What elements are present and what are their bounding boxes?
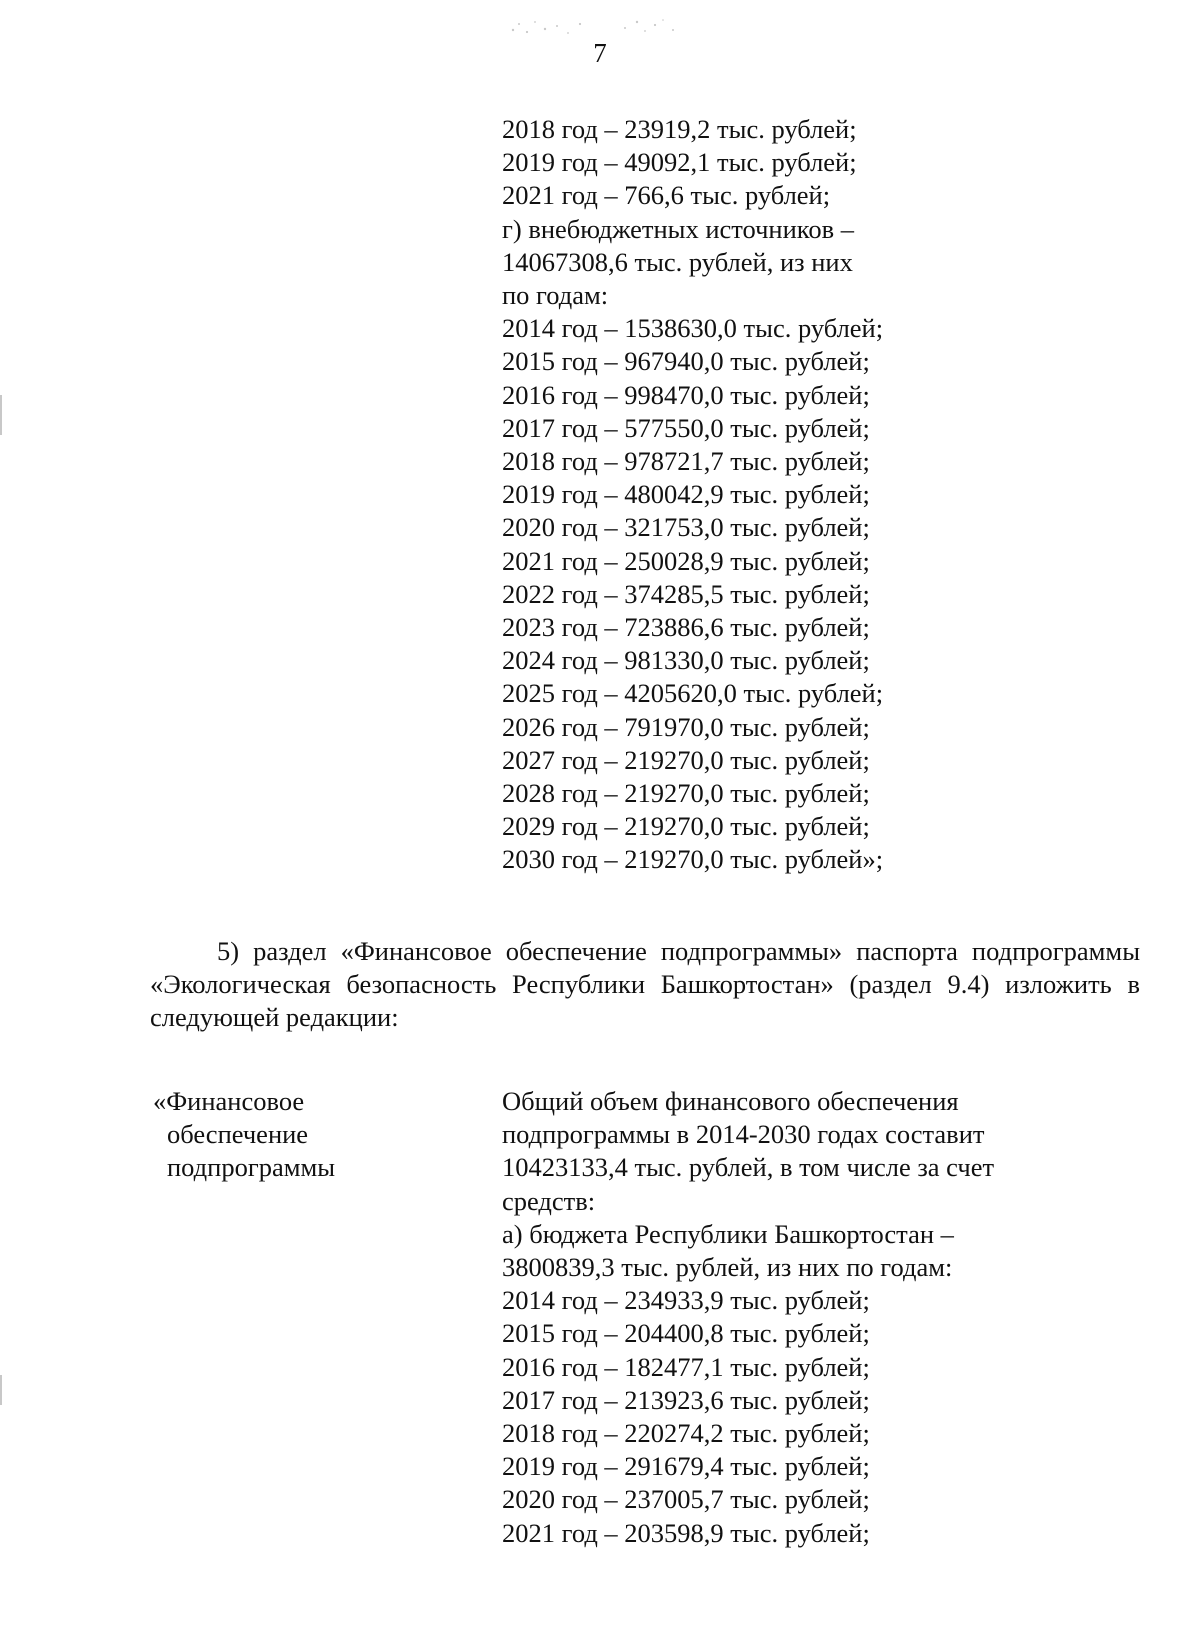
text-line: 2018 год – 220274,2 тыс. рублей; xyxy=(502,1418,870,1449)
page-number: 7 xyxy=(593,38,607,68)
text-line: 2025 год – 4205620,0 тыс. рублей; xyxy=(502,678,884,709)
text-line: 2017 год – 577550,0 тыс. рублей; xyxy=(502,412,870,443)
text-line: подпрограммы в 2014-2030 годах составит xyxy=(502,1119,985,1150)
row-heading-line: «Финансовое xyxy=(153,1086,305,1116)
text-line: 2021 год – 203598,9 тыс. рублей; xyxy=(502,1517,870,1548)
text-line: 3800839,3 тыс. рублей, из них по годам: xyxy=(502,1252,953,1283)
passport-row-content xyxy=(502,1085,994,1550)
text-line: г) внебюджетных источников – xyxy=(502,213,854,244)
text-line: 2022 год – 374285,5 тыс. рублей; xyxy=(502,578,870,609)
text-line: 2015 год – 967940,0 тыс. рублей; xyxy=(502,346,870,377)
text-line: 2014 год – 1538630,0 тыс. рублей; xyxy=(502,313,884,344)
passport-row-heading xyxy=(153,1085,335,1185)
text-line: 2029 год – 219270,0 тыс. рублей; xyxy=(502,811,870,842)
text-line: по годам: xyxy=(502,280,609,311)
text-line: 2027 год – 219270,0 тыс. рублей; xyxy=(502,744,870,775)
text-line: 2019 год – 291679,4 тыс. рублей; xyxy=(502,1451,870,1482)
text-line: 2024 год – 981330,0 тыс. рублей; xyxy=(502,645,870,676)
text-line: Общий объем финансового обеспечения xyxy=(502,1086,959,1116)
scan-edge-mark xyxy=(0,395,2,435)
funding-continuation-list xyxy=(502,113,883,877)
text-line: 14067308,6 тыс. рублей, из них xyxy=(502,246,853,277)
text-line: 2021 год – 766,6 тыс. рублей; xyxy=(502,180,831,211)
text-line: 2019 год – 480042,9 тыс. рублей; xyxy=(502,479,870,510)
text-line: 2018 год – 23919,2 тыс. рублей; xyxy=(502,114,857,144)
text-line: 2014 год – 234933,9 тыс. рублей; xyxy=(502,1285,870,1316)
text-line: 2018 год – 978721,7 тыс. рублей; xyxy=(502,446,870,477)
text-line: 2021 год – 250028,9 тыс. рублей; xyxy=(502,545,870,576)
text-line: 2028 год – 219270,0 тыс. рублей; xyxy=(502,778,870,809)
scan-noise-mark xyxy=(505,12,715,40)
text-line: 10423133,4 тыс. рублей, в том числе за счет xyxy=(502,1152,995,1183)
text-line: 2016 год – 182477,1 тыс. рублей; xyxy=(502,1351,870,1382)
text-line: 2017 год – 213923,6 тыс. рублей; xyxy=(502,1384,870,1415)
scan-edge-mark xyxy=(0,1375,2,1405)
text-line: 2020 год – 321753,0 тыс. рублей; xyxy=(502,512,870,543)
text-line: 2020 год – 237005,7 тыс. рублей; xyxy=(502,1484,870,1515)
text-line: средств: xyxy=(502,1185,596,1216)
row-heading-line: обеспечение xyxy=(167,1119,309,1150)
text-line: 2015 год – 204400,8 тыс. рублей; xyxy=(502,1318,870,1349)
text-line: 2030 год – 219270,0 тыс. рублей»; xyxy=(502,844,884,875)
text-line: а) бюджета Республики Башкортостан – xyxy=(502,1218,954,1249)
row-heading-line: подпрограммы xyxy=(167,1152,336,1183)
text-line: 2016 год – 998470,0 тыс. рублей; xyxy=(502,379,870,410)
amendment-paragraph: 5) раздел «Финансовое обеспечение подпрограммы» паспорта подпрограммы «Экологическая безопасность Республики Башкортостан» (раздел 9.4) изложить в следующей редакции: xyxy=(150,936,1140,1033)
text-line: 2023 год – 723886,6 тыс. рублей; xyxy=(502,612,870,643)
text-line: 2019 год – 49092,1 тыс. рублей; xyxy=(502,147,857,178)
text-line: 2026 год – 791970,0 тыс. рублей; xyxy=(502,711,870,742)
